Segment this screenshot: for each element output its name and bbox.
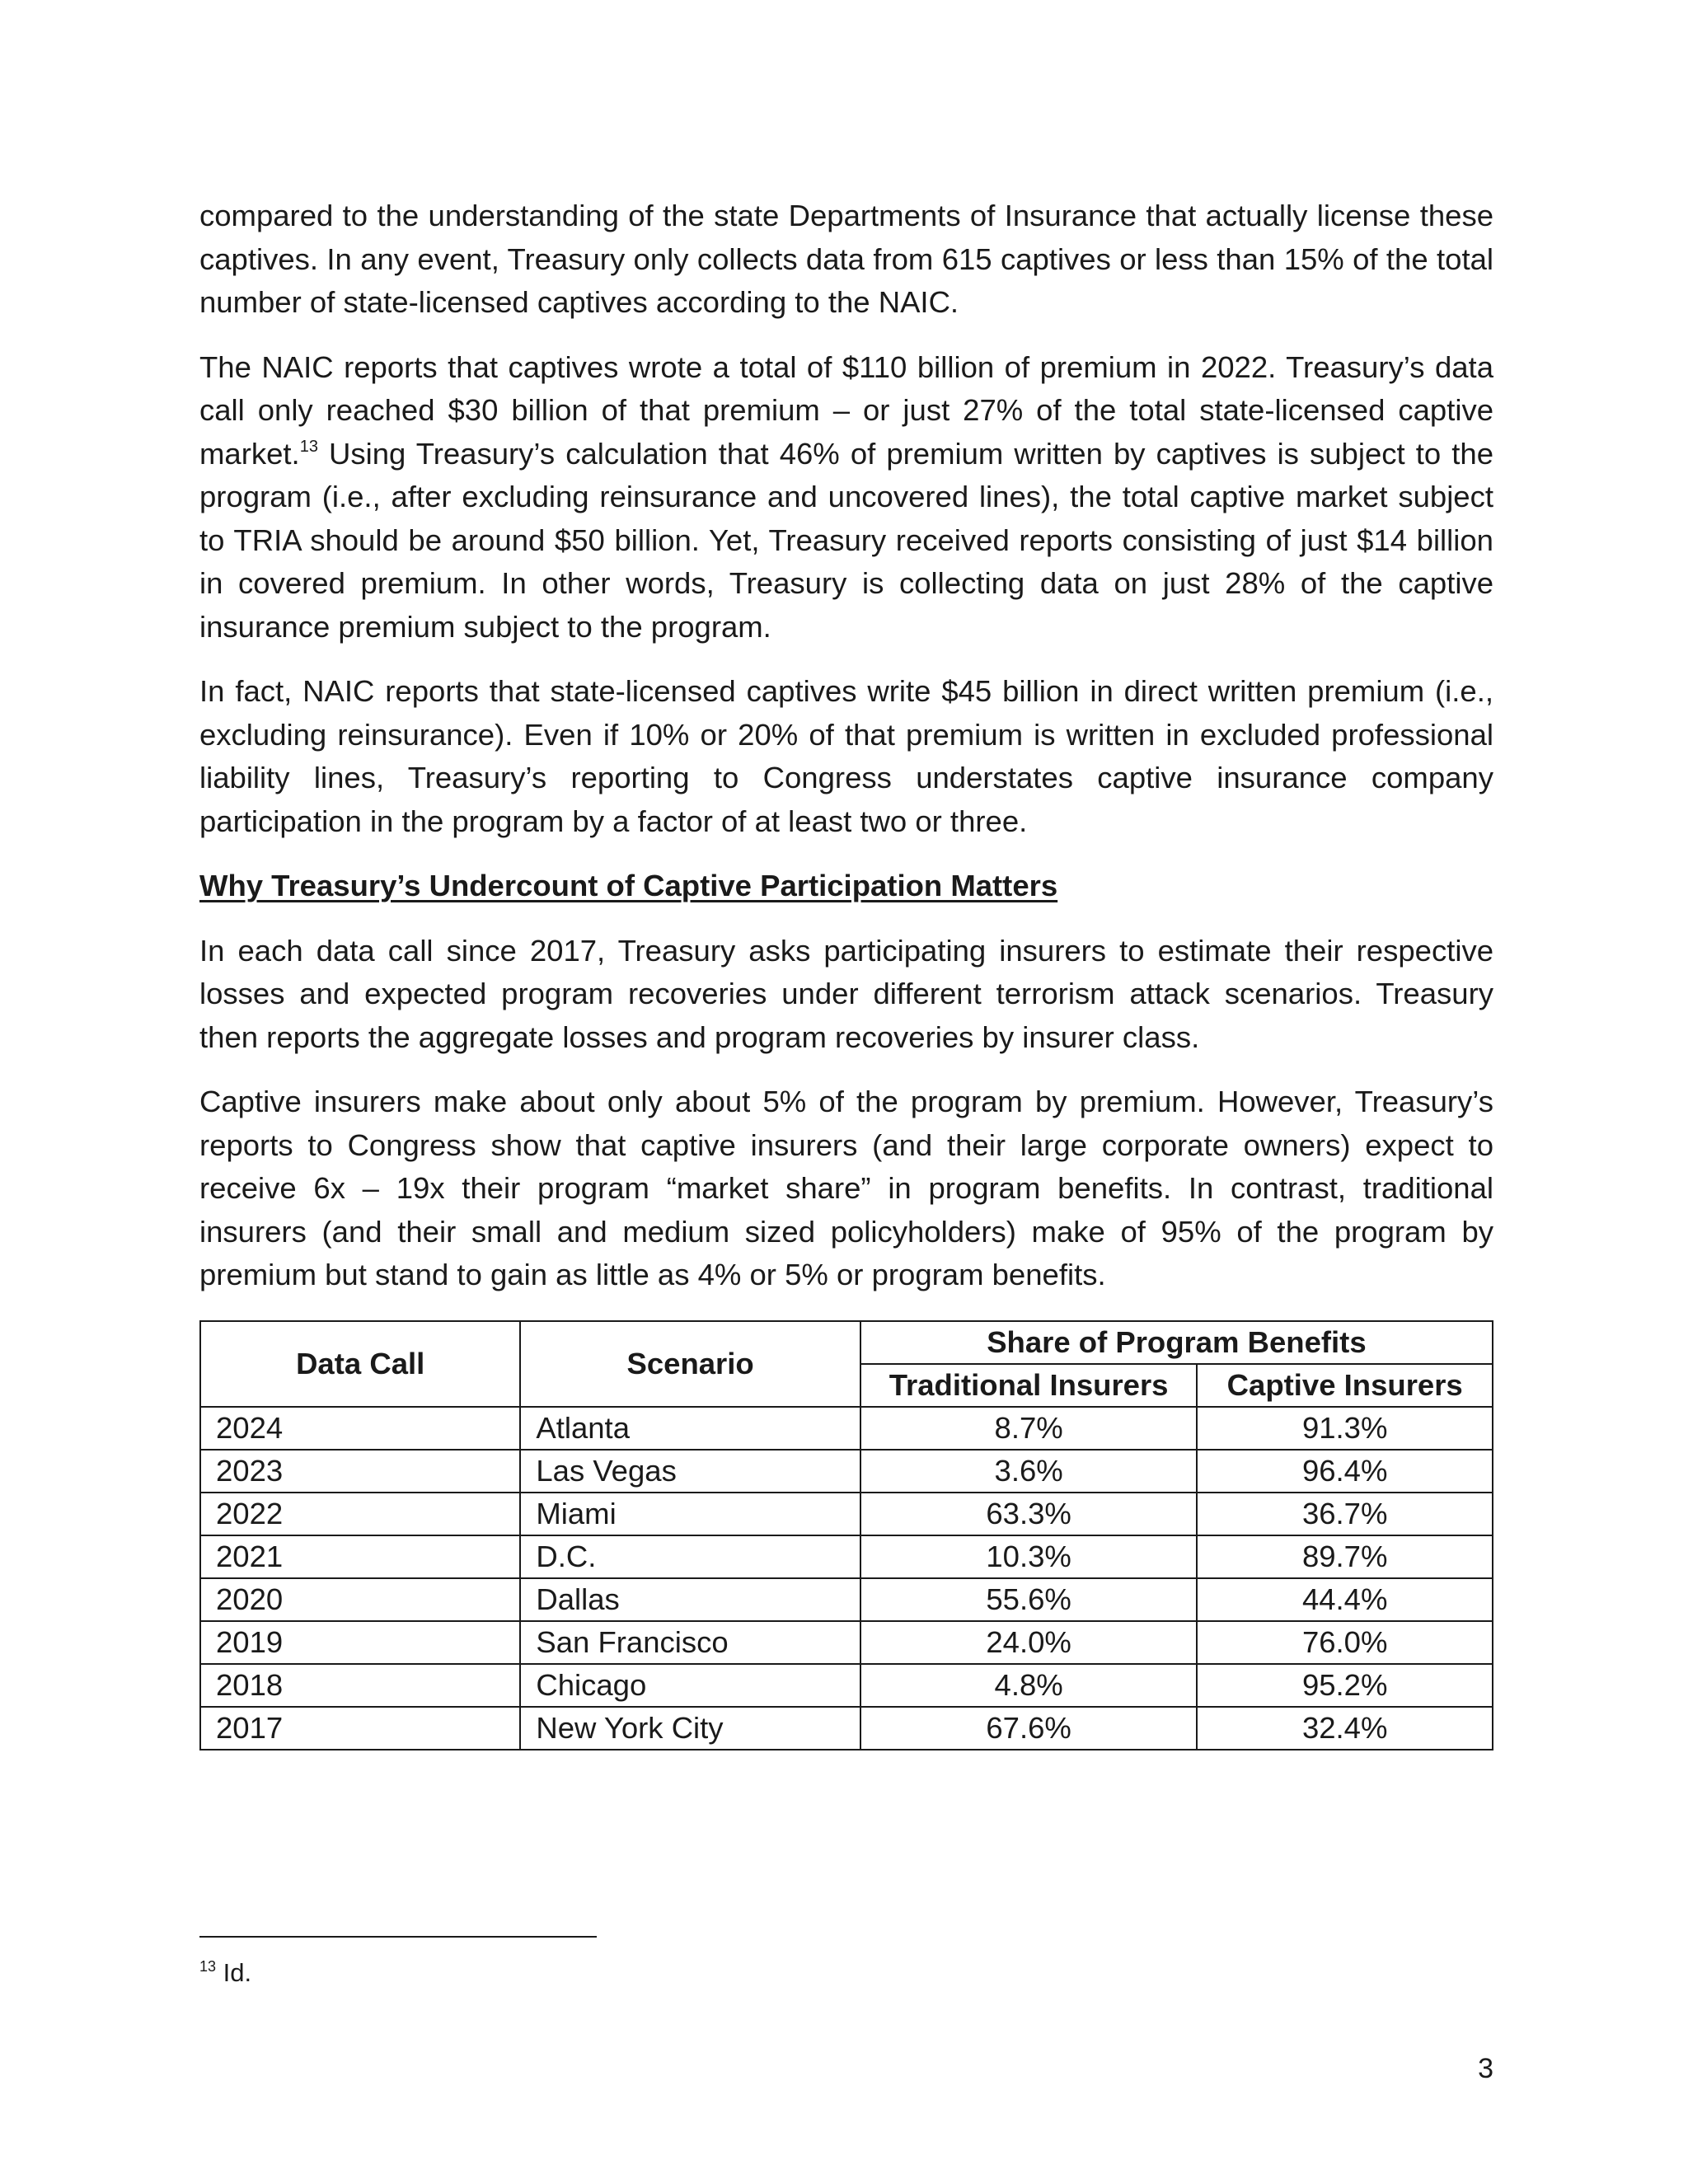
- table-row: [200, 1407, 1493, 1450]
- cell-year: 2022: [200, 1493, 520, 1535]
- footnote: [199, 1957, 251, 1990]
- table-row: [200, 1578, 1493, 1621]
- paragraph-naic-premium-text-1: The NAIC reports that captives wrote a total of $110 billion of premium in 2022. Treasury’s data call only reached $30 billion of that premium – or just 27% of the total state-licensed captive market.: [199, 349, 1493, 471]
- cell-captive: 76.0%: [1197, 1621, 1493, 1664]
- cell-year: 2017: [200, 1707, 520, 1750]
- program-benefits-table: [199, 1320, 1493, 1750]
- cell-captive: 32.4%: [1197, 1707, 1493, 1750]
- header-traditional-insurers: Traditional Insurers: [860, 1364, 1198, 1407]
- cell-traditional: 4.8%: [860, 1664, 1198, 1707]
- cell-scenario: New York City: [520, 1707, 860, 1750]
- cell-year: 2020: [200, 1578, 520, 1621]
- footnote-divider: [199, 1936, 597, 1938]
- cell-traditional: 8.7%: [860, 1407, 1198, 1450]
- cell-scenario: Miami: [520, 1493, 860, 1535]
- cell-captive: 95.2%: [1197, 1664, 1493, 1707]
- cell-year: 2024: [200, 1407, 520, 1450]
- paragraph-direct-written-premium: In fact, NAIC reports that state-licensed captives write $45 billion in direct written premium (i.e., excluding reinsurance). Even if 10% or 20% of that premium is written in excluded professional liability lines, Treasury’s reporting to Congress understates captive insurance company participation in the program by a factor of at least two or three.: [199, 674, 1493, 838]
- header-captive-insurers: Captive Insurers: [1197, 1364, 1493, 1407]
- paragraph-data-call-scenarios: In each data call since 2017, Treasury asks participating insurers to estimate their respective losses and expected program recoveries under different terrorism attack scenarios. Treasury then reports the aggregate losses and program recoveries by insurer class.: [199, 933, 1493, 1054]
- table-row: [200, 1450, 1493, 1493]
- paragraph-naic-premium: [199, 346, 1493, 649]
- document-body: [199, 194, 1493, 1750]
- table-header-row: [200, 1321, 1493, 1364]
- table-row: [200, 1535, 1493, 1578]
- paragraph-market-share: Captive insurers make about only about 5% of the program by premium. However, Treasury’s reports to Congress show that captive insurers (and their large corporate owners) expect to receive 6x – 19x their program “market share” in program benefits. In contrast, traditional insurers (and their small and medium sized policyholders) make of 95% of the program by premium but stand to gain as little as 4% or 5% or program benefits.: [199, 1085, 1493, 1291]
- cell-year: 2018: [200, 1664, 520, 1707]
- table-row: [200, 1664, 1493, 1707]
- paragraph-naic-premium-text-2: Using Treasury’s calculation that 46% of premium written by captives is subject to the program (i.e., after excluding reinsurance and uncovered lines), the total captive market subject to TRIA should be around $50 billion. Yet, Treasury received reports consisting of just $14 billion in covered premium. In other words, Treasury is collecting data on just 28% of the captive insurance premium subject to the program.: [199, 436, 1493, 644]
- cell-scenario: Dallas: [520, 1578, 860, 1621]
- cell-captive: 44.4%: [1197, 1578, 1493, 1621]
- header-scenario: Scenario: [520, 1321, 860, 1407]
- cell-scenario: Las Vegas: [520, 1450, 860, 1493]
- cell-traditional: 3.6%: [860, 1450, 1198, 1493]
- footnote-number: 13: [199, 1958, 217, 1975]
- cell-year: 2023: [200, 1450, 520, 1493]
- page-number: 3: [1478, 2053, 1493, 2084]
- cell-captive: 91.3%: [1197, 1407, 1493, 1450]
- cell-traditional: 63.3%: [860, 1493, 1198, 1535]
- table-row: [200, 1493, 1493, 1535]
- cell-scenario: D.C.: [520, 1535, 860, 1578]
- cell-traditional: 67.6%: [860, 1707, 1198, 1750]
- paragraph-captive-data-coverage: compared to the understanding of the state Departments of Insurance that actually license these captives. In any event, Treasury only collects data from 615 captives or less than 15% of the total number of state-licensed captives according to the NAIC.: [199, 199, 1493, 319]
- cell-traditional: 10.3%: [860, 1535, 1198, 1578]
- section-heading: Why Treasury’s Undercount of Captive Participation Matters: [199, 869, 1058, 902]
- cell-year: 2019: [200, 1621, 520, 1664]
- cell-traditional: 24.0%: [860, 1621, 1198, 1664]
- table-row: [200, 1707, 1493, 1750]
- cell-year: 2021: [200, 1535, 520, 1578]
- cell-captive: 96.4%: [1197, 1450, 1493, 1493]
- footnote-text: Id.: [216, 1958, 252, 1987]
- cell-scenario: Chicago: [520, 1664, 860, 1707]
- cell-scenario: Atlanta: [520, 1407, 860, 1450]
- cell-traditional: 55.6%: [860, 1578, 1198, 1621]
- cell-captive: 89.7%: [1197, 1535, 1493, 1578]
- table-row: [200, 1621, 1493, 1664]
- footnote-reference[interactable]: 13: [299, 437, 318, 456]
- header-data-call: Data Call: [200, 1321, 520, 1407]
- cell-captive: 36.7%: [1197, 1493, 1493, 1535]
- cell-scenario: San Francisco: [520, 1621, 860, 1664]
- header-share-of-program-benefits: Share of Program Benefits: [860, 1321, 1493, 1364]
